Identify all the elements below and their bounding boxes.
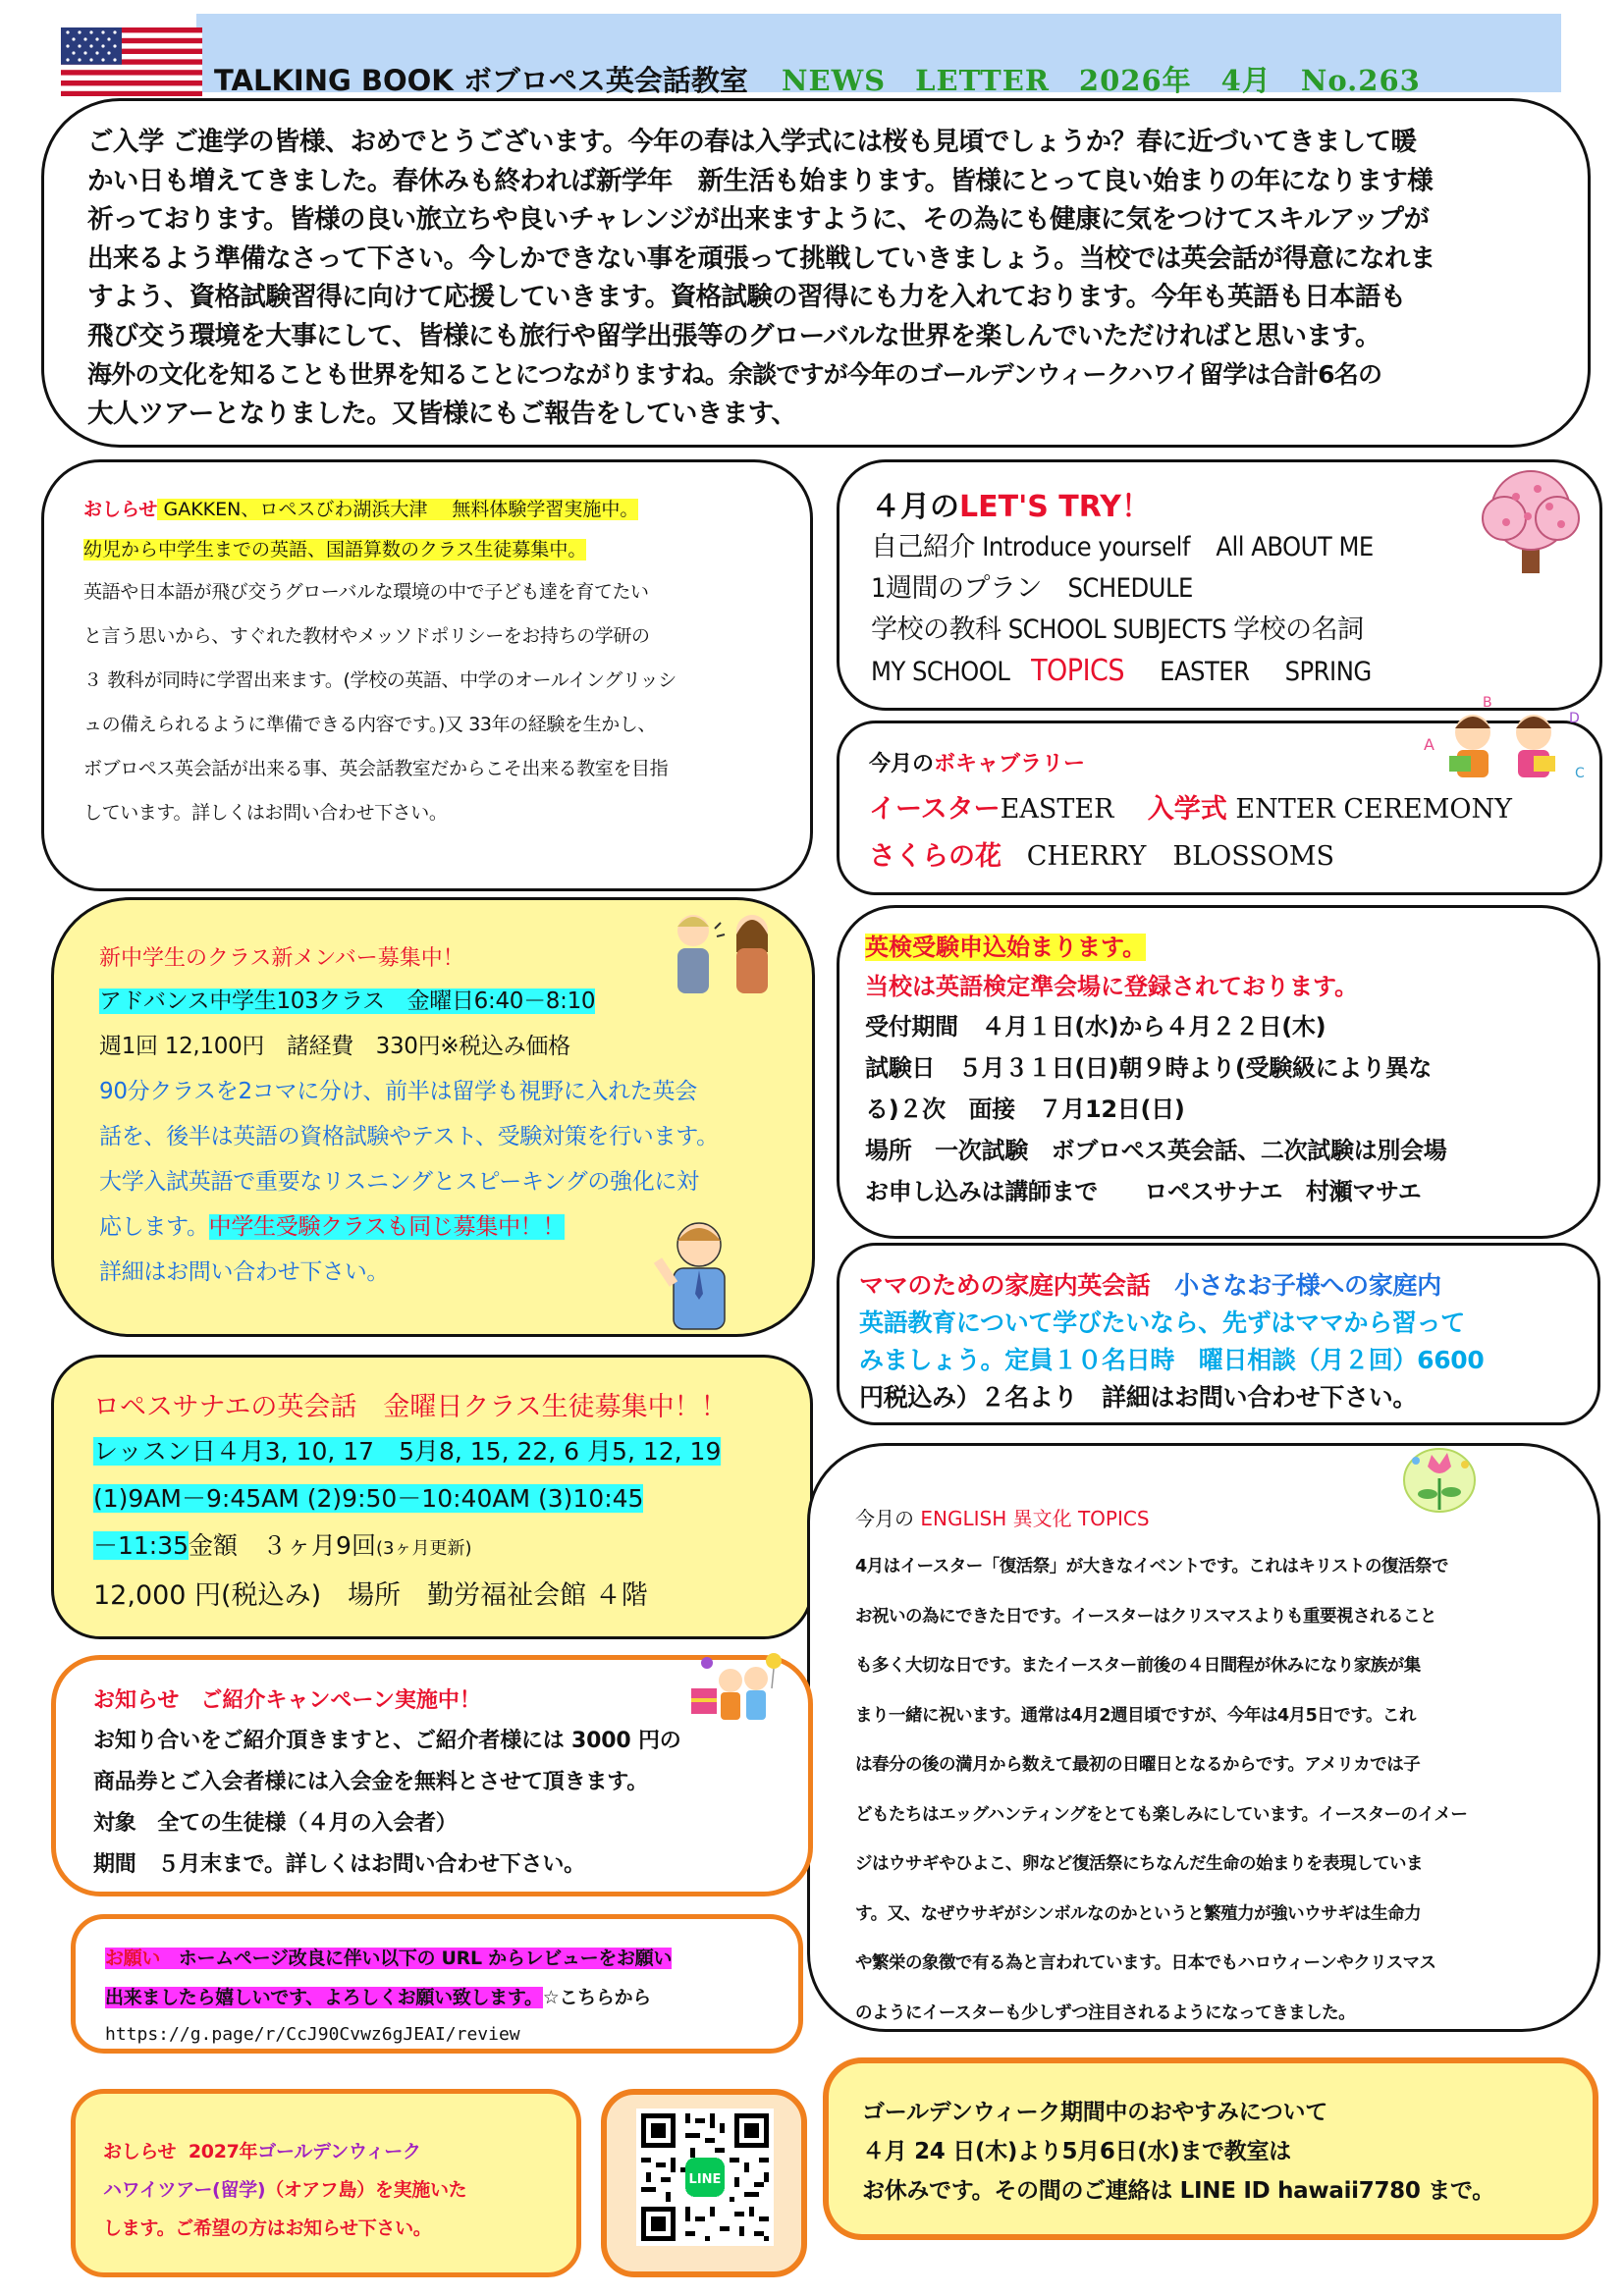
friday-class-box (51, 1355, 813, 1639)
junior-title: 新中学生のクラス新メンバー募集中！ (99, 946, 464, 971)
svg-text:C: C (1575, 766, 1585, 781)
intro-line: かい日も増えてきました。春休みも終われば新学年 新生活も始まります。皆様にとって良い始まりの年になります様 (87, 165, 1434, 196)
intro-line: 祈っております。皆様の良い旅立ちや良いチャレンジが出来ますように、その為にも健康に気をつけてスキルアップが (87, 204, 1430, 235)
lets-try-title: ４月のLET'S TRY！ (871, 490, 1151, 524)
topics-line: す。又、なぜウサギがシンボルなのかというと繁殖力が強いウサギは生命力 (855, 1903, 1422, 1924)
campaign-line: 対象 全ての生徒様（４月の入会者） (93, 1811, 458, 1836)
review-line: 出来ましたら嬉しいです、よろしくお願い致します。☆こちらから (105, 1987, 651, 2008)
topics-line: は春分の後の満月から数えて最初の日曜日となるからです。アメリカでは子 (855, 1755, 1421, 1775)
gakken-body-line: ３ 教科が同時に学習出来ます。(学校の英語、中学のオールイングリッシ (83, 669, 677, 691)
cherry-tree-icon (1477, 467, 1585, 577)
gakken-body-line: ボブロペス英会話が出来る事、英会話教室だからこそ出来る教室を目指 (83, 758, 669, 779)
campaign-title: お知らせ ご紹介キャンペーン実施中！ (93, 1688, 481, 1713)
holiday-line: ゴールデンウィーク期間中のおやすみについて (862, 2100, 1327, 2125)
gakken-headline-text: GAKKEN、ロペスびわ湖浜大津 無料体験学習実施中。 (157, 499, 639, 520)
junior-price-line: 週1回 12,100円 諸経費 330円※税込み価格 (99, 1034, 570, 1059)
eiken-title: 英検受験申込始まります。 (865, 934, 1147, 961)
gakken-headline (83, 490, 771, 530)
intro-line: 大人ツアーとなりました。又皆様にもご報告をしていきます、 (87, 398, 797, 429)
eiken-box (837, 905, 1600, 1239)
svg-text:D: D (1569, 711, 1580, 726)
intro-text (87, 123, 1544, 433)
intro-box (41, 98, 1591, 448)
junior-detail: 詳細はお問い合わせ下さい。 (99, 1259, 390, 1285)
flower-icon (1398, 1439, 1481, 1518)
holiday-line: ４月 24 日(木)より5月6日(水)まで教室は (862, 2139, 1291, 2164)
campaign-line: お知り合いをご紹介頂きますと、ご紹介者様には 3000 円の (93, 1729, 681, 1753)
lets-try-line: 学校の教科 SCHOOL SUBJECTS 学校の名詞 (871, 614, 1364, 645)
topics-title: 今月の ENGLISH 異文化 TOPICS (855, 1507, 1150, 1530)
topics-line: 4月はイースター「復活祭」が大きなイベントです。これはキリストの復活祭で (855, 1557, 1449, 1576)
svg-text:A: A (1424, 735, 1435, 754)
header-title (214, 59, 1421, 99)
intro-line: 出来るよう準備なさって下さい。今しかできない事を頑張って挑戦していきましょう。当校では英会話が得意になれま (87, 242, 1435, 274)
mama-english-box (837, 1243, 1600, 1425)
topics-line: どもたちはエッグハンティングをとても楽しみにしています。イースターのイメー (855, 1804, 1468, 1825)
junior-body-line: 90分クラスを2コマに分け、前半は留学も視野に入れた英会 (99, 1079, 697, 1104)
tour-line: おしらせ 2027年ゴールデンウィーク (103, 2141, 421, 2163)
review-line: お願い ホームページ改良に伴い以下の URL からレビューをお願い (105, 1948, 673, 1969)
friday-line: －11:35金額 ３ヶ月9回(3ヶ月更新) (93, 1531, 472, 1560)
us-flag-icon (61, 27, 202, 96)
eiken-line: る)２次 面接 ７月12日(日) (865, 1095, 1185, 1123)
topics-line: や繁栄の象徴で有る為と言われています。日本でもハロウィーンやクリスマス (855, 1953, 1436, 1973)
reading-kids-icon (1418, 693, 1595, 797)
eiken-subtitle: 当校は英語検定準会場に登録されております。 (865, 973, 1359, 1000)
campaign-line: 商品券とご入会者様には入会金を無料とさせて頂きます。 (93, 1770, 649, 1794)
vocab-title: 今月のボキャブラリー (869, 752, 1086, 776)
gakken-box (41, 459, 813, 891)
mama-line: ママのための家庭内英会話 小さなお子様への家庭内 (859, 1271, 1441, 1300)
junior-last-line: 応します。中学生受験クラスも同じ募集中！！ (99, 1214, 566, 1240)
gakken-body (83, 570, 771, 835)
qr-code-icon[interactable] (636, 2109, 774, 2246)
gakken-body-line: しています。詳しくはお問い合わせ下さい。 (83, 802, 448, 824)
friday-line: 12,000 円(税込み) 場所 勤労福祉会館 ４階 (93, 1580, 648, 1611)
gakken-line2: 幼児から中学生までの英語、国語算数のクラス生徒募集中。 (83, 539, 587, 561)
topics-line: のようにイースターも少しずつ注目されるようになってきました。 (855, 2002, 1356, 2023)
svg-text:B: B (1483, 695, 1492, 711)
intro-line: ご入学 ご進学の皆様、おめでとうございます。今年の春は入学式には桜も見頃でしょうか？春に近づいてきまして暖 (87, 127, 1417, 157)
party-kids-icon (687, 1649, 785, 1728)
intro-line: 海外の文化を知ることも世界を知ることにつながりますね。余談ですが今年のゴールデンウィークハワイ留学は合計6名の (87, 360, 1382, 389)
intro-line: すよう、資格試験習得に向けて応援していきます。資格試験の習得にも力を入れております。今年も英語も日本語も (87, 282, 1406, 312)
lets-try-line: MY SCHOOL TOPICS EASTER SPRING (871, 654, 1372, 688)
topics-line: お祝いの為にできた日です。イースターはクリスマスよりも重要視されること (855, 1606, 1437, 1627)
school-name: TALKING BOOK ボブロペス英会話教室 (214, 64, 748, 97)
tour-line: します。ご希望の方はお知らせ下さい。 (103, 2217, 432, 2239)
holiday-box (823, 2057, 1598, 2240)
intro-line: 飛び交う環境を大事にして、皆様にも旅行や留学出張等のグローバルな世界を楽しんでいただければと思います。 (87, 320, 1380, 351)
friday-title: ロペスサナエの英会話 金曜日クラス生徒募集中！！ (93, 1392, 728, 1422)
review-request-box (71, 1914, 803, 2054)
junior-body-line: 話を、後半は英語の資格試験やテスト、受験対策を行います。 (99, 1124, 719, 1149)
eiken-line: 場所 一次試験 ボブロペス英会話、二次試験は別会場 (865, 1137, 1447, 1164)
gakken-body-line: ュの備えられるように準備できる内容です。)又 33年の経験を生かし、 (83, 714, 657, 735)
gakken-label: おしらせ (83, 499, 158, 520)
mama-line: みましょう。定員１０名日時 曜日相談（月２回）6600 (859, 1346, 1485, 1374)
teacher-icon (652, 1215, 746, 1331)
junior-body-line: 大学入試英語で重要なリスニングとスピーキングの強化に対 (99, 1169, 699, 1195)
eiken-line: 受付期間 ４月１日(水)から４月２２日(木) (865, 1013, 1326, 1041)
gakken-body-line: と言う思いから、すぐれた教材やメッソドポリシーをお持ちの学研の (83, 625, 650, 647)
line-badge: LINE (688, 2172, 722, 2187)
mama-line: 円税込み）２名より 詳細はお問い合わせ下さい。 (859, 1383, 1418, 1412)
review-url-link[interactable]: https://g.page/r/CcJ90Cvwz6gJEAI/review (105, 2024, 520, 2045)
topics-line: も多く大切な日です。またイースター前後の４日間程が休みになり家族が集 (855, 1656, 1421, 1676)
friday-line: (1)9AM－9:45AM (2)9:50－10:40AM (3)10:45 (93, 1484, 644, 1513)
gakken-body-line: 英語や日本語が飛び交うグローバルな環境の中で子ども達を育てたい (83, 581, 649, 603)
tour-line: ハワイツアー(留学)（オアフ島）を実施いた (103, 2179, 467, 2201)
friday-line: レッスン日４月3, 10, 17 5月8, 15, 22, 6 月5, 12, 19 (93, 1437, 722, 1466)
mama-line: 英語教育について学びたいなら、先ずはママから習って (859, 1308, 1466, 1337)
topics-line: ジはウサギやひよこ、卵など復活祭にちなんだ生命の始まりを表現していま (855, 1854, 1423, 1874)
topics-box (807, 1443, 1600, 2032)
tour-box (71, 2089, 581, 2277)
lets-try-line: 1週間のプラン SCHEDULE (871, 573, 1193, 604)
eiken-line: 試験日 ５月３１日(日)朝９時より(受験級により異な (865, 1054, 1433, 1082)
junior-class-line: アドバンス中学生103クラス 金曜日6:40－8:10 (99, 988, 596, 1014)
holiday-line: お休みです。その間のご連絡は LINE ID hawaii7780 まで。 (862, 2178, 1494, 2204)
talking-people-icon (660, 905, 785, 997)
vocab-row: イースターEASTER 入学式 ENTER CEREMONY (869, 794, 1512, 825)
eiken-line: お申し込みは講師まで ロペスサナエ 村瀬マサエ (865, 1178, 1422, 1205)
campaign-line: 期間 ５月末まで。詳しくはお問い合わせ下さい。 (93, 1852, 585, 1877)
vocab-row: さくらの花 CHERRY BLOSSOMS (869, 841, 1335, 872)
newsletter-issue: NEWS LETTER 2026年 4月 No.263 (781, 64, 1421, 97)
lets-try-line: 自己紹介 Introduce yourself All ABOUT ME (871, 532, 1374, 562)
topics-line: まり一緒に祝います。通常は4月2週目頃ですが、今年は4月5日です。これ (855, 1705, 1416, 1726)
